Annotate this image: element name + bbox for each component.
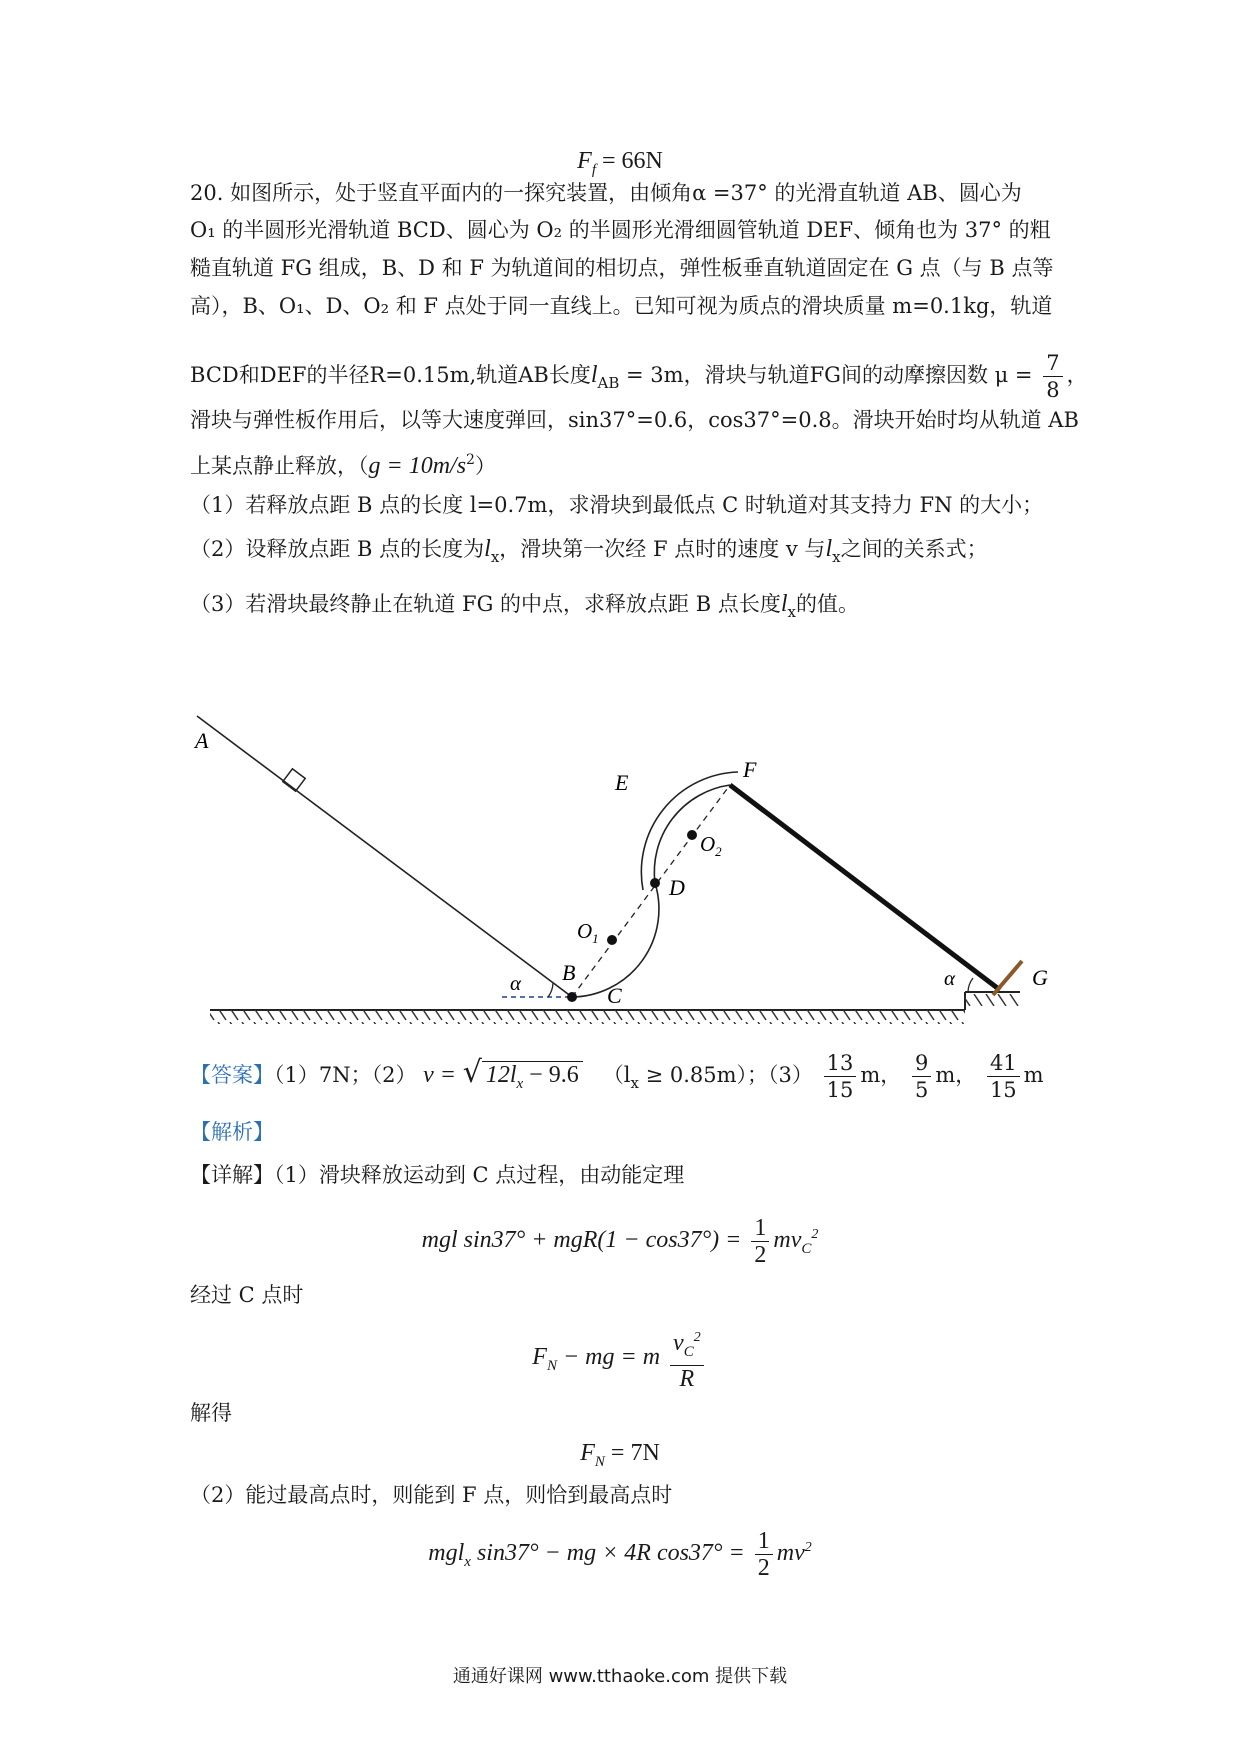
analysis-tag: 【解析】 <box>190 1120 274 1144</box>
equation-3: $F_N = 7N$ <box>580 1440 660 1470</box>
label-a: A <box>195 728 209 753</box>
label-f: F <box>743 757 757 782</box>
label-alpha-g: α <box>944 966 956 990</box>
label-c: C <box>607 983 622 1008</box>
equation-1: mgl sin37° + mgR(1 − cos37°) = $\frac{1}{2}$ $mv_C^2$ <box>421 1215 819 1268</box>
equation-2: $F_N$ − mg = m $\frac{v_C^2}{R}$ <box>0 1325 1240 1392</box>
point-o1 <box>607 935 617 945</box>
label-d: D <box>669 875 685 900</box>
problem-line-1: 20. 如图所示，处于竖直平面内的一探究装置，由倾角α =37° 的光滑直轨道 AB、圆心为 <box>190 181 1022 205</box>
label-b: B <box>562 960 576 985</box>
label-e: E <box>615 770 629 795</box>
page-footer: 通通好课网 www.tthaoke.com 提供下载 <box>452 1666 788 1687</box>
question-1: （1）若释放点距 B 点的长度 l=0.7m，求滑块到最低点 C 时轨道对其支持力 FN 的大小； <box>190 493 1044 517</box>
solve-text: 解得 <box>190 1401 232 1425</box>
label-g: G <box>1032 965 1048 990</box>
problem-line-7: 上某点静止释放，$(g = 10m/s^2)$ <box>190 452 496 479</box>
answer-line: 【答案】（1）7N；（2） v = √ $12l_x - 9.6$ $(l_x \ge 0.85m)$；（3） $\frac{13}{15}$ m， $\frac{9}{5}$ m， $\frac{41}{15}$ m <box>190 1051 1044 1102</box>
label-o1: $O_1$ <box>577 919 599 946</box>
alpha-arc-g <box>968 978 973 992</box>
question-3: （3）若滑块最终静止在轨道 FG 的中点，求释放点距 B 点长度$l_x$的值。 <box>190 591 859 621</box>
point-b <box>567 992 577 1002</box>
part2-text: （2）能过最高点时，则能到 F 点，则恰到最高点时 <box>190 1483 673 1507</box>
center-line <box>572 785 730 997</box>
point-d <box>650 878 660 888</box>
problem-line-6: 滑块与弹性板作用后，以等大速度弹回，sin37°=0.6，cos37°=0.8。滑块开始时均从轨道 AB <box>190 408 1079 432</box>
incline-fg <box>730 785 1000 990</box>
problem-line-2: O₁ 的半圆形光滑轨道 BCD、圆心为 O₂ 的半圆形光滑细圆管轨道 DEF、倾角也为 37° 的粗 <box>190 218 1051 242</box>
label-alpha-b: α <box>510 971 522 995</box>
top-result-equation: $F_f = 66N$ <box>577 148 663 178</box>
label-o2: $O_2$ <box>700 832 722 859</box>
question-2: （2）设释放点距 B 点的长度为$l_x$，滑块第一次经 F 点时的速度 v 与$l_x$之间的关系式； <box>190 536 988 566</box>
alpha-arc-b <box>548 983 553 997</box>
mu-fraction: $\frac{7}{8}$ <box>1043 350 1062 403</box>
incline-ab <box>197 716 572 997</box>
detail-line-1: 【详解】（1）滑块释放运动到 C 点过程，由动能定理 <box>190 1163 685 1187</box>
problem-line-4: 高），B、O₁、D、O₂ 和 F 点处于同一直线上。已知可视为质点的滑块质量 m=0.1kg，轨道 <box>190 294 1053 318</box>
ground-hatch <box>210 1010 965 1024</box>
problem-line-3: 糙直轨道 FG 组成，B、D 和 F 为轨道间的相切点，弹性板垂直轨道固定在 G 点（与 B 点等 <box>190 256 1054 280</box>
point-o2 <box>687 830 697 840</box>
elastic-plate <box>993 961 1022 995</box>
problem-line-5: BCD和DEF的半径R=0.15m,轨道AB长度$l_{AB} = 3m$，滑块与轨道FG间的动摩擦因数 μ = $\frac{7}{8}$ ， <box>190 351 1088 402</box>
pass-c-text: 经过 C 点时 <box>190 1283 304 1307</box>
equation-4: mgl$_x$ sin37° − mg × 4R cos37° = $\frac{1}{2}$ $mv^2$ <box>428 1528 812 1581</box>
